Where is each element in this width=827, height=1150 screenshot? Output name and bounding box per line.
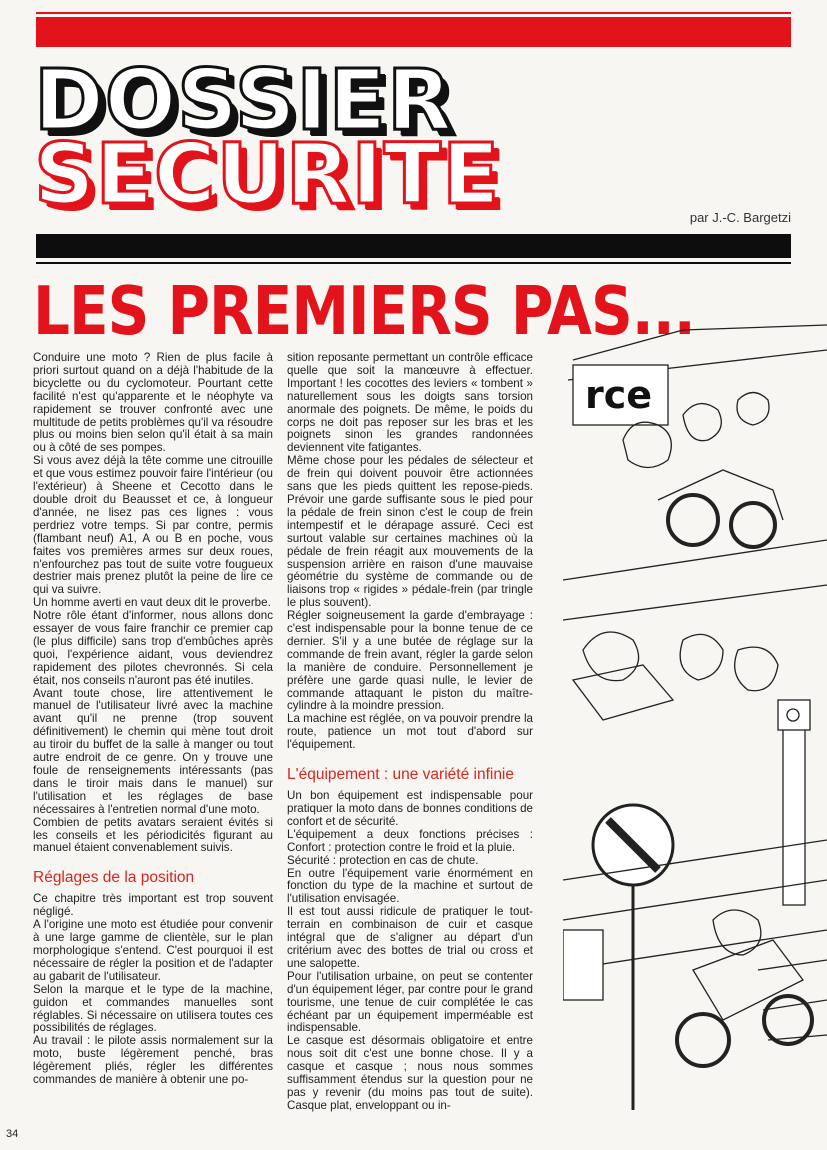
paragraph: Un bon équipement est indispensable pour pratiquer la moto dans de bonnes conditions de confort et de sécurité. xyxy=(287,789,533,828)
paragraph: Ce chapitre très important est trop souvent négligé. xyxy=(33,892,273,919)
cartoon-illustration xyxy=(563,320,827,1130)
subheading-equipement: L'équipement : une variété infinie xyxy=(287,766,514,784)
header-dossier: DOSSIER xyxy=(34,51,453,149)
paragraph: Un homme averti en vaut deux dit le proverbe. xyxy=(33,596,271,610)
subheading-position: Réglages de la position xyxy=(33,869,195,887)
article-title: LES PREMIERS PAS... xyxy=(33,272,695,351)
top-red-rule xyxy=(36,17,791,47)
paragraph: Même chose pour les pédales de sélecteur et de frein qui doivent pouvoir être actionnées sans que les pieds quittent les repose-pieds. Prévoir une garde suffisante sous le pied pour la pédale de frein sinon c'est le coup de frein intempestif et le dérapage assuré. Ceci est surtout valable sur certaines machines où la pédale de frein réagit aux mouvements de la suspension arrière en raison d'une mauvaise géométrie du système de commande ou de liaisons trop « rigides » pédale-frein (par tringle le plus souvent). xyxy=(287,454,533,610)
paragraph: Au travail : le pilote assis normalement sur la moto, buste légèrement penché, bras légèrement pliés, régler les différentes commandes de manière à obtenir une po- xyxy=(33,1034,273,1087)
paragraph: Sécurité : protection en cas de chute. xyxy=(287,853,479,867)
byline: par J.-C. Bargetzi xyxy=(689,210,791,225)
paragraph: Selon la marque et le type de la machine, guidon et commandes manuelles sont réglables. Si nécessaire on utilisera toutes ces possibilités de réglages. xyxy=(33,982,273,1035)
paragraph: Il est tout aussi ridicule de pratiquer le tout-terrain en combinaison de cuir et casque intégral que de s'aligner au départ d'un critérium avec des bottes de trial ou cross et une salopette. xyxy=(287,905,533,970)
black-rule xyxy=(36,234,791,258)
paragraph: Si vous avez déjà la tête comme une citrouille et que vous estimez pouvoir faire l'intérieur (ou l'extérieur) à Sheene et Cecotto dans le double droit du Beausset et ce, à longueur d'année, ne lisez pas ces lignes : vous perdriez votre temps. Si par contre, permis (flambant neuf) A1, A ou B en poche, vous faites vos premières armes sur deux roues, n'enfourchez pas tout de suite votre fougueux destrier mais prenez plutôt la peine de lire ce qui va suivre. xyxy=(33,454,274,597)
paragraph: Notre rôle étant d'informer, nous allons donc essayer de vous faire franchir ce premier cap (le plus difficile) sans trop d'embûches après quoi, l'expérience aidant, vous deviendrez rapidement des pilotes chevronnés. Si cela était, nos conseils n'auront pas été inutiles. xyxy=(33,609,273,687)
paragraph: Avant toute chose, lire attentivement le manuel de l'utilisateur livré avec la machine avant qu'il ne prenne (trop souvent définitivement) le chemin qui mène tout droit au tiroir du buffet de la salle à manger ou tout autre endroit de ce genre. On y trouve une foule de renseignements intéressants (pas dans le tiroir mais dans le manuel) sur l'utilisation et les réglages de base nécessaires à l'entretien normal d'une moto. xyxy=(33,686,273,816)
paragraph: Le casque est désormais obligatoire et entre nous soit dit c'est une bonne chose. Il y a casque et casque ; nous nous sommes suffisamment étendus sur la question pour ne pas y revenir (du moins pas tout de suite). Casque plat, enveloppant ou in- xyxy=(287,1034,533,1112)
header-securite: SECURITE xyxy=(34,125,501,223)
sign-text: rce xyxy=(585,373,653,417)
paragraph: Conduire une moto ? Rien de plus facile à priori surtout quand on a déjà l'habitude de la bicyclette ou du cyclomoteur. Pourtant cette facilité n'est qu'apparente et le néophyte va rapidement se trouver confronté avec une multitude de petits problèmes qu'il va résoudre plus ou moins bien selon qu'il était à sa main ou à côté de ses pompes. xyxy=(33,351,273,455)
paragraph: En outre l'équipement varie énormément en fonction du type de la machine et surtout de l'utilisation envisagée. xyxy=(287,866,533,906)
paragraph: La machine est réglée, on va pouvoir prendre la route, patience un mot tout d'abord sur l'équipement. xyxy=(287,712,533,752)
paragraph: Pour l'utilisation urbaine, on peut se contenter d'un équipement léger, par contre pour le grand tourisme, une tenue de cuir complétée le cas échéant par un équipement imperméable est indispensable. xyxy=(287,969,533,1035)
paragraph: Régler soigneusement la garde d'embrayage : c'est indispensable pour la bonne tenue de ce dernier. S'il y a une butée de réglage sur la commande de frein avant, régler la garde selon la manière de conduire. Personnellement je préfère une garde quasi nulle, le levier de commande attaquant le piston du maître-cylindre à la moindre pression. xyxy=(287,609,533,713)
paragraph: L'équipement a deux fonctions précises : Confort : protection contre le froid et la pluie. xyxy=(287,827,533,854)
paragraph: sition reposante permettant un contrôle efficace quelle que soit la manœuvre à effectuer. Important ! les cocottes des leviers « tombent » naturellement sous les doigts sans torsion anormale des poignets. De même, le poids du corps ne doit pas reposer sur les bras et les poignets sinon les grandes randonnées deviennent vite fatigantes. xyxy=(287,351,533,455)
column-1 xyxy=(33,352,273,1087)
page-number: 34 xyxy=(6,1128,19,1140)
column-2 xyxy=(287,352,533,1113)
paragraph: Combien de petits avatars seraient évités si les conseils et les périodicités figurant au manuel étaient convenablement suivis. xyxy=(33,815,273,855)
paragraph: A l'origine une moto est étudiée pour convenir à une large gamme de clientèle, sur le plan morphologique s'entend. C'est pourquoi il est nécessaire de régler la position et de l'adapter au gabarit de l'utilisateur. xyxy=(33,918,273,983)
